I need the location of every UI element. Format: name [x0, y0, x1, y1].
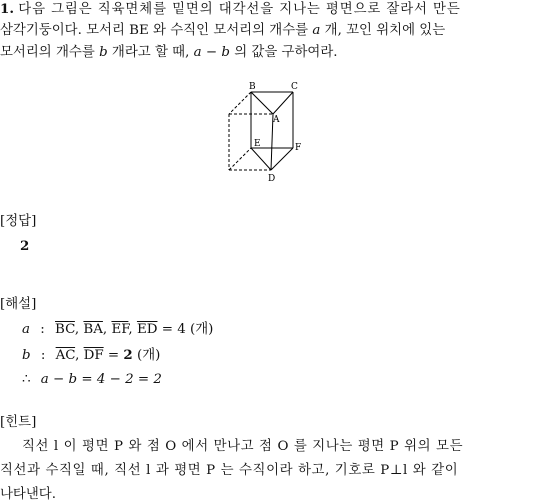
prism-figure [222, 76, 312, 186]
edge-ba [251, 92, 273, 114]
answer-header: [정답] [0, 214, 37, 229]
label-d: D [268, 174, 276, 184]
hint-line-3: 나타낸다. [0, 487, 56, 502]
problem-text-2a: 삼각기둥이다. 모서리 BE 와 수직인 모서리의 개수를 [0, 23, 309, 38]
segment-ed: $\overline{ED}$ [136, 322, 158, 337]
problem-text-3b: 개라고 할 때, [111, 45, 190, 60]
edge-ac [273, 92, 293, 114]
segment-ac: $\overline{AC}$ [55, 348, 76, 363]
hint-line-2: 직선과 수직일 때, 직선 l 과 평면 P 는 수직이라 하고, 기호로 P⊥l 와 같이 [0, 463, 459, 478]
therefore-symbol: ∴ [22, 372, 31, 387]
solution-header: [해설] [0, 297, 37, 312]
expr-a-minus-b: a − b [193, 45, 230, 60]
label-f: F [295, 143, 302, 153]
solution-var-b: b [22, 348, 31, 363]
segment-df: $\overline{DF}$ [83, 348, 104, 363]
label-a: A [273, 115, 280, 125]
solution-final-expr: a − b = 4 − 2 = 2 [40, 372, 162, 387]
solution-colon-2: : [40, 348, 46, 363]
solution-var-a: a [22, 322, 30, 337]
label-e: E [254, 139, 261, 149]
segment-ba: $\overline{BA}$ [83, 322, 103, 337]
problem-text-3c: 의 값을 구하여라. [234, 45, 338, 60]
dashed-bottom-left [229, 148, 251, 170]
solution-row-3 [22, 371, 162, 389]
solution-row-2: b : $\overline{AC}$, $\overline{DF} = 2$ (개) [22, 347, 161, 363]
label-b: B [249, 82, 256, 92]
edge-df [271, 148, 293, 170]
problem-text-1: 다음 그림은 직육면체를 밑면의 대각선을 지나는 평면으로 잘라서 만든 [18, 2, 461, 17]
var-a: a [312, 23, 321, 38]
problem-number: 1. [0, 1, 14, 17]
problem-text-3a: 모서리의 개수를 [0, 45, 95, 60]
solution-colon-1: : [40, 322, 45, 337]
solution-eq-2-value: 2 [123, 347, 133, 363]
label-c: C [291, 82, 298, 92]
dashed-top-left [229, 92, 251, 114]
solution-row-1: a : $\overline{BC}$, $\overline{BA}$, $\overline{EF}$, $\overline{ED} = 4$ (개) [22, 322, 214, 337]
solution-eq-2a: = [107, 348, 120, 363]
problem-text-2b: 개, 꼬인 위치에 있는 [324, 23, 446, 38]
problem-line-1 [0, 0, 461, 19]
solution-eq-1: = 4 (개) [161, 322, 214, 337]
segment-bc: $\overline{BC}$ [55, 322, 75, 337]
segment-ef: $\overline{EF}$ [111, 322, 129, 337]
hint-line-1: 직선 l 이 평면 P 와 점 O 에서 만나고 점 O 를 지나는 평면 P 위의 모든 [22, 439, 464, 454]
problem-line-2 [0, 22, 445, 40]
solution-eq-2b: (개) [136, 348, 161, 363]
edge-ed [251, 148, 271, 170]
hint-header: [힌트] [0, 415, 37, 430]
answer-value: 2 [20, 238, 30, 254]
problem-line-3 [0, 44, 338, 62]
var-b: b [99, 45, 108, 60]
